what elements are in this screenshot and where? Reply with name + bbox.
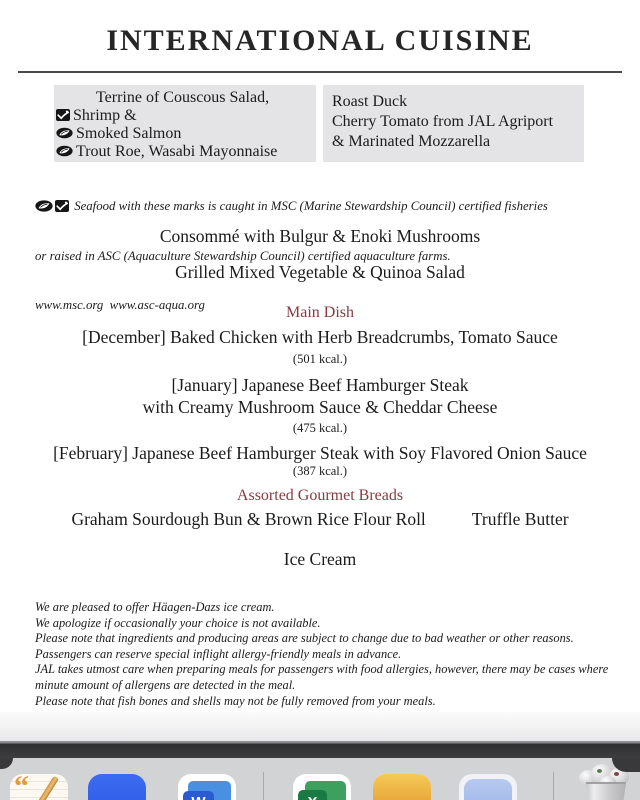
main-dish-item: with Creamy Mushroom Sauce & Cheddar Cheese	[142, 397, 498, 417]
menu-line	[56, 107, 316, 125]
footnote-line: minute amount of allergens are detected in the meal.	[35, 677, 296, 692]
menu-line-text: Trout Roe, Wasabi Mayonnaise	[76, 143, 278, 160]
word-icon[interactable]	[178, 774, 236, 800]
section-heading-main-dish: Main Dish	[286, 304, 354, 321]
dessert-line: Ice Cream	[283, 549, 357, 569]
dock	[0, 758, 640, 800]
pencil-glyph	[33, 775, 59, 800]
menu-line: Cherry Tomato from JAL Agriport	[332, 113, 554, 130]
asc-icon	[56, 145, 73, 157]
course-line: Consommé with Bulgur & Enoki Mushrooms	[159, 226, 481, 246]
asc-icon	[56, 127, 73, 139]
menu-line: Roast Duck	[332, 93, 408, 110]
blue-panel-icon[interactable]	[459, 774, 517, 800]
window-bottom-bar	[0, 741, 640, 758]
dock-separator	[263, 772, 264, 800]
title-divider	[18, 71, 622, 73]
course-line: Grilled Mixed Vegetable & Quinoa Salad	[175, 262, 465, 282]
asc-icon	[35, 200, 53, 212]
breads-main: Graham Sourdough Bun & Brown Rice Flour Roll	[71, 509, 426, 529]
footnote-line: We are pleased to offer Häagen-Dazs ice cream.	[35, 600, 275, 614]
blue-app-icon[interactable]	[88, 774, 146, 800]
excel-icon[interactable]	[293, 774, 351, 800]
kcal-note: (501 kcal.)	[292, 352, 348, 366]
kcal-note: (475 kcal.)	[292, 421, 348, 435]
page-title: INTERNATIONAL CUISINE	[106, 24, 534, 57]
paper-fleck	[614, 772, 619, 776]
main-dish-item: [December] Baked Chicken with Herb Breadcrumbs, Tomato Sauce	[82, 327, 558, 347]
menu-line	[56, 125, 316, 143]
menu-line-text: Smoked Salmon	[76, 125, 182, 142]
footnote-line: We apologize if occasionally your choice is not available.	[35, 615, 321, 630]
note-line: www.msc.org www.asc-aqua.org	[35, 298, 205, 312]
footnote-line: Passengers can reserve special inflight allergy-friendly meals in advance.	[35, 646, 402, 661]
msc-icon	[55, 200, 69, 212]
dock-separator	[553, 772, 554, 800]
notes-icon[interactable]	[373, 774, 431, 800]
footnote-line: Please note that ingredients and producing areas are subject to change due to bad weather or other reasons.	[35, 631, 574, 646]
footnotes	[35, 600, 620, 709]
word-icon-letter	[183, 791, 214, 800]
note-line	[35, 198, 610, 215]
breads-line	[0, 509, 640, 530]
footnote-line: Please note that fish bones and shells may not be fully removed from your meals.	[35, 693, 436, 708]
blue-panel-inner	[464, 779, 512, 800]
excel-icon-letter	[298, 790, 327, 800]
main-dish-item: [January] Japanese Beef Hamburger Steak	[171, 375, 469, 395]
trash-basket	[582, 782, 630, 800]
menu-line: & Marinated Mozzarella	[332, 133, 491, 150]
main-dish-item: [February] Japanese Beef Hamburger Steak with Soy Flavored Onion Sauce	[53, 443, 587, 463]
kcal-note: (387 kcal.)	[292, 464, 348, 478]
entree-box	[323, 85, 584, 162]
note-line: or raised in ASC (Aquaculture Stewardship Council) certified aquaculture farms.	[35, 248, 451, 263]
menu-line-text: Terrine of Couscous Salad,	[96, 89, 270, 106]
window-bottom-fade	[0, 712, 640, 741]
menu-line-text: Shrimp &	[73, 107, 137, 124]
notes-icon-header	[373, 774, 431, 800]
paper-fleck	[597, 769, 602, 773]
pages-icon[interactable]	[10, 774, 68, 800]
appetizer-box	[54, 85, 316, 162]
menu-line	[56, 143, 316, 161]
menu-line	[56, 89, 316, 107]
footnote-line: JAL takes utmost care when preparing meals for passengers with food allergies, however, there may be cases where	[35, 662, 609, 677]
msc-icon	[56, 109, 70, 121]
breads-side: Truffle Butter	[471, 509, 569, 529]
section-heading-breads: Assorted Gourmet Breads	[236, 487, 404, 504]
note-line-text: Seafood with these marks is caught in MSC (Marine Stewardship Council) certified fisheries	[74, 199, 548, 213]
